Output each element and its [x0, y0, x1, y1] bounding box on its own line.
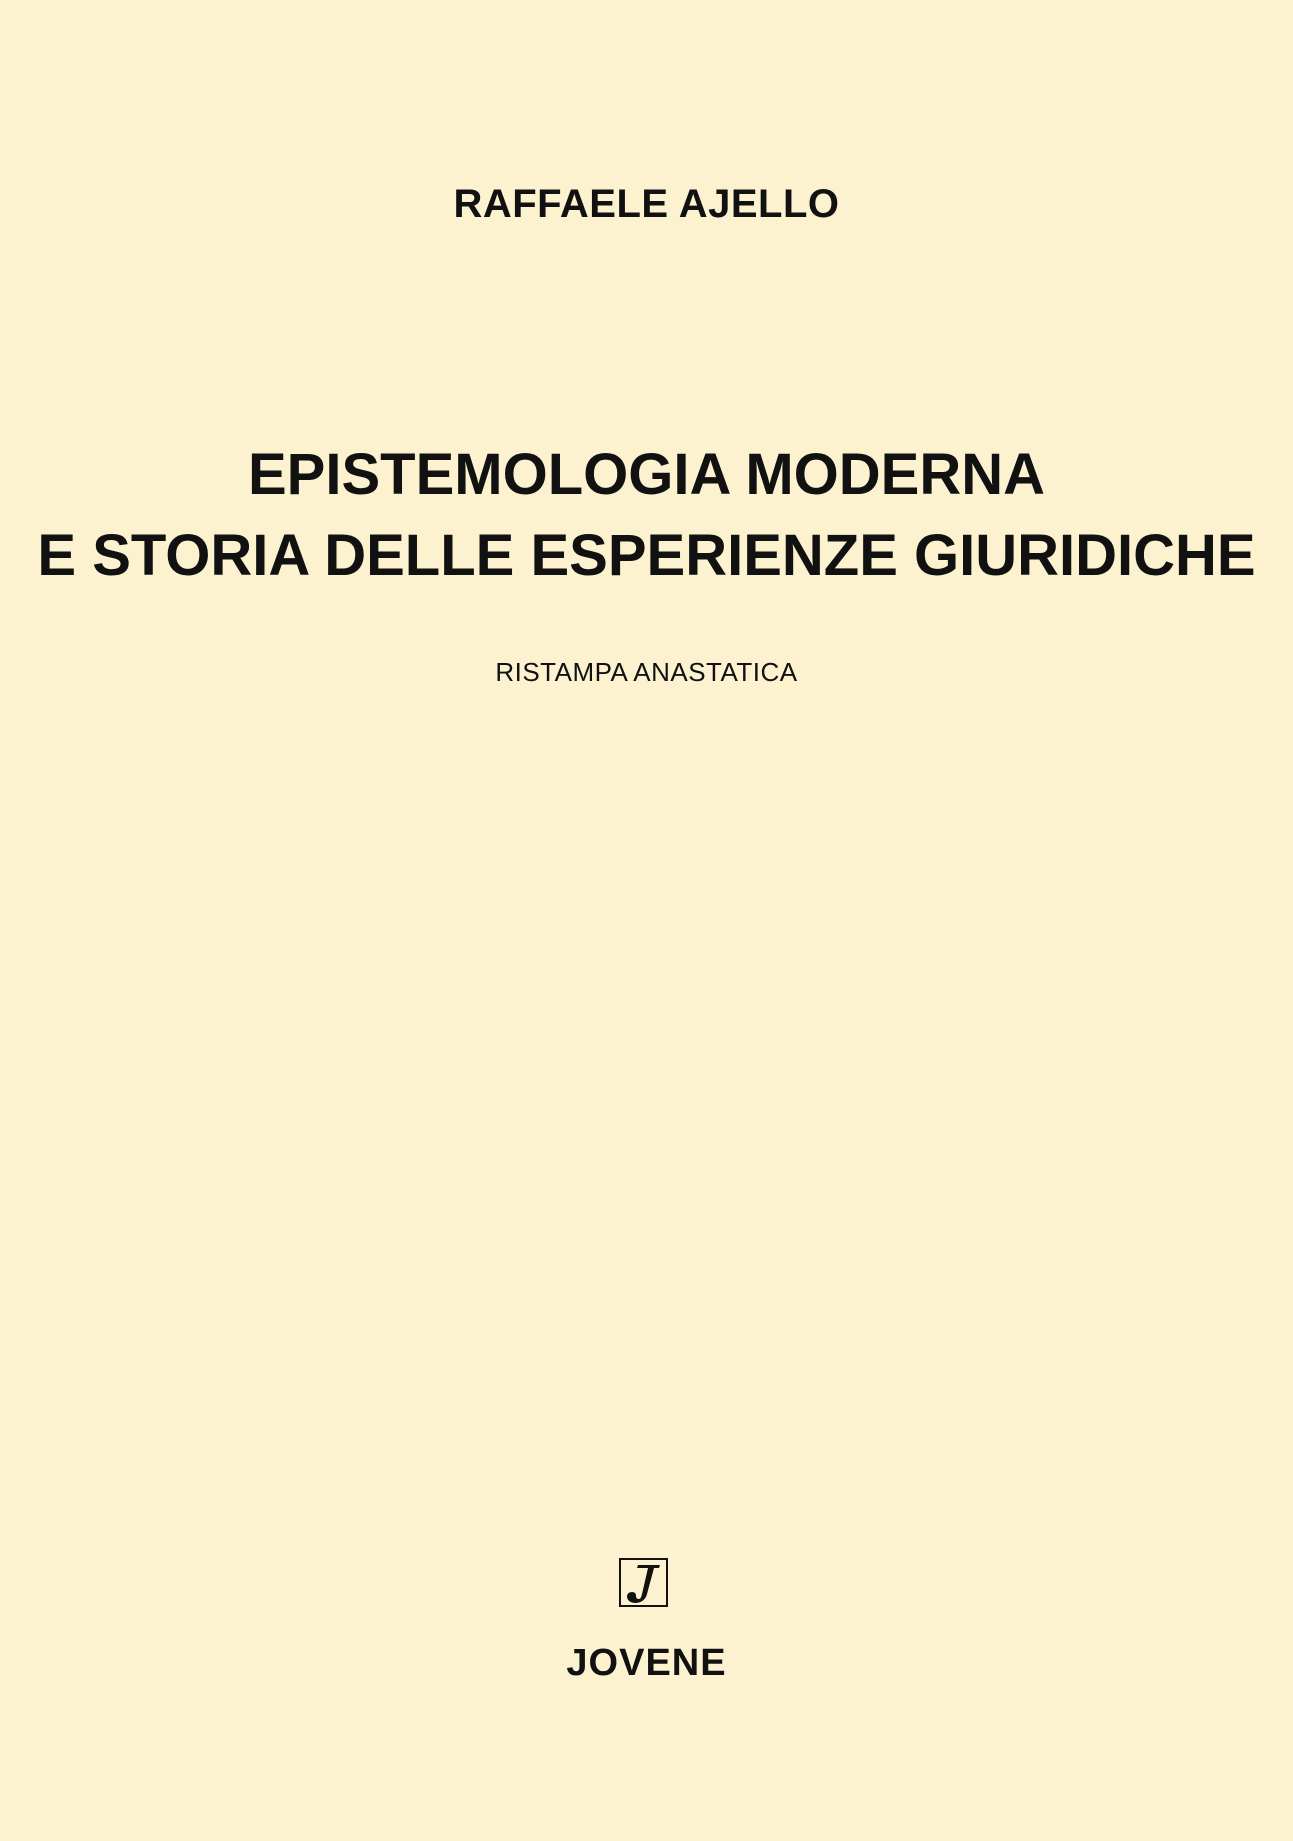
book-title	[0, 434, 1293, 596]
title-line-1: EPISTEMOLOGIA MODERNA	[248, 442, 1045, 507]
publisher-name: JOVENE	[566, 1642, 727, 1684]
jovene-logo-icon	[619, 1558, 668, 1607]
author-name: RAFFAELE AJELLO	[453, 182, 840, 226]
edition-note: RISTAMPA ANASTATICA	[495, 657, 798, 687]
title-line-2: E STORIA DELLE ESPERIENZE GIURIDICHE	[37, 523, 1256, 588]
